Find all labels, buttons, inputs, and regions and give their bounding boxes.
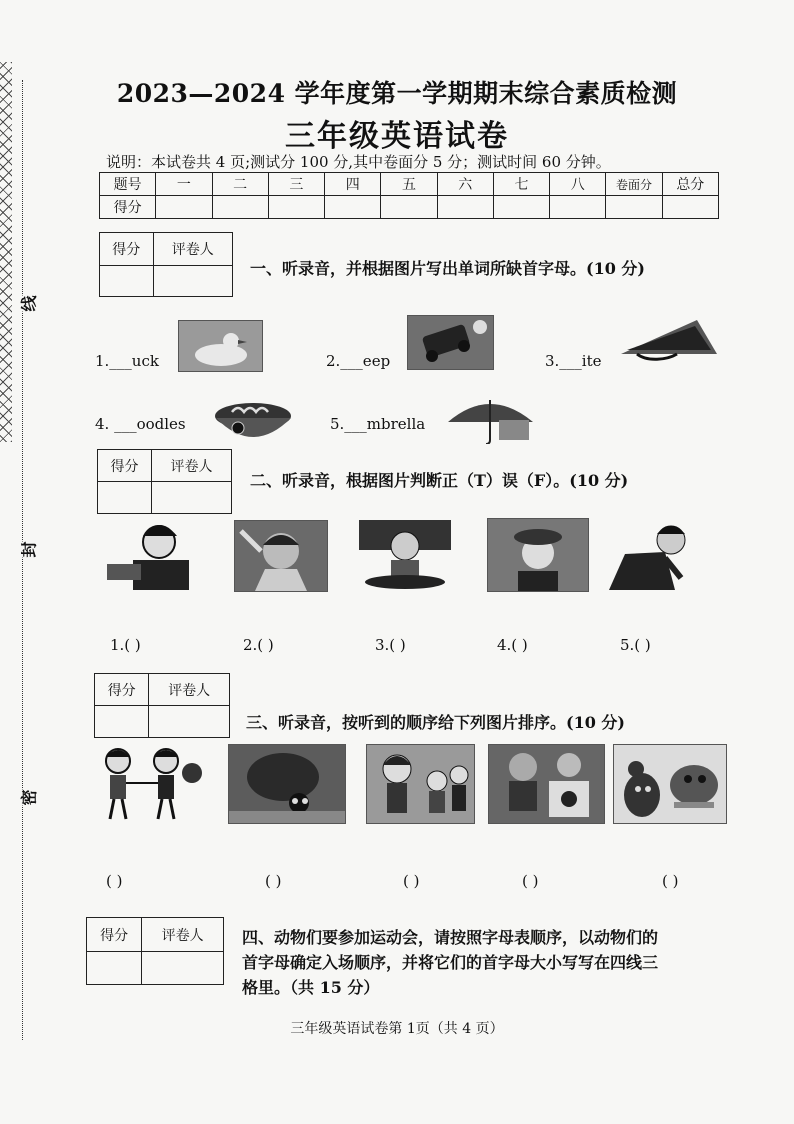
grader-box-1 (99, 232, 233, 297)
grader-name-label: 评卷人 (153, 233, 232, 266)
question-1-5: 5.___mbrella (330, 415, 426, 433)
grader-name-label: 评卷人 (142, 918, 224, 952)
binding-char-mi: 密 (15, 789, 42, 805)
grader-name-label: 评卷人 (149, 674, 230, 706)
score-table-cell: 七 (493, 173, 549, 196)
score-table-cell: 总分 (662, 173, 718, 196)
grader-score-label: 得分 (100, 233, 154, 266)
answer-3-1[interactable]: ( ) (106, 872, 123, 890)
score-input-cell[interactable] (662, 196, 718, 219)
score-table-cell: 六 (437, 173, 493, 196)
section-4-heading-line: 格里。（共 15 分） (242, 978, 380, 997)
picture-3-4 (488, 744, 605, 824)
score-input-cell[interactable] (325, 196, 381, 219)
score-table-score-row (100, 196, 719, 219)
score-input-cell[interactable] (268, 196, 324, 219)
score-table (99, 172, 719, 219)
grader-score-cell[interactable] (95, 706, 149, 738)
answer-2-4[interactable]: 4.( ) (497, 636, 528, 654)
picture-3-3 (366, 744, 475, 824)
answer-2-5[interactable]: 5.( ) (620, 636, 651, 654)
exam-description: 说明：本试卷共 4 页;测试分 100 分,其中卷面分 5 分；测试时间 60 分钟。 (106, 153, 611, 171)
grader-score-label: 得分 (98, 450, 152, 482)
score-table-cell: 卷面分 (606, 173, 662, 196)
picture-2-1 (103, 518, 203, 590)
exam-title: 2023—2024 学年度第一学期期末综合素质检测 (116, 79, 678, 108)
page-footer: 三年级英语试卷第 1页（共 4 页） (290, 1021, 504, 1037)
picture-2-5 (605, 518, 695, 590)
score-table-cell: 题号 (100, 173, 156, 196)
score-input-cell[interactable] (606, 196, 662, 219)
section-4-heading (242, 925, 658, 1000)
score-input-cell[interactable] (156, 196, 212, 219)
question-1-1: 1.___uck (95, 352, 159, 370)
grader-name-cell[interactable] (151, 482, 231, 514)
picture-3-2 (228, 744, 346, 824)
grader-name-label: 评卷人 (151, 450, 231, 482)
umbrella-picture (444, 396, 537, 444)
answer-3-3[interactable]: ( ) (403, 872, 420, 890)
section-4-heading-line: 四、动物们要参加运动会，请按照字母表顺序，以动物们的 (242, 928, 659, 947)
score-table-cell: 五 (381, 173, 437, 196)
answer-2-2[interactable]: 2.( ) (243, 636, 274, 654)
picture-2-3 (359, 520, 451, 590)
grader-score-cell[interactable] (87, 952, 142, 985)
grader-box-3 (94, 673, 230, 738)
binding-char-feng: 封 (15, 541, 42, 557)
grader-score-cell[interactable] (100, 266, 154, 297)
score-input-cell[interactable] (212, 196, 268, 219)
grader-name-cell[interactable] (142, 952, 224, 985)
section-2-heading: 二、听录音，根据图片判断正（T）误（F）。(10 分) (250, 471, 629, 490)
score-table-cell: 八 (550, 173, 606, 196)
score-input-cell[interactable] (550, 196, 606, 219)
duck-picture (178, 320, 263, 372)
score-table-cell: 三 (268, 173, 324, 196)
question-1-4: 4. ___oodles (95, 415, 186, 433)
grader-score-label: 得分 (87, 918, 142, 952)
picture-2-2 (234, 520, 328, 592)
kite-picture (617, 314, 720, 364)
section-1-heading: 一、听录音，并根据图片写出单词所缺首字母。(10 分) (250, 259, 645, 278)
section-4-heading-line: 首字母确定入场顺序，并将它们的首字母大小写写在四线三 (242, 953, 659, 972)
grader-score-cell[interactable] (98, 482, 152, 514)
noodles-picture (212, 398, 295, 446)
score-table-cell: 一 (156, 173, 212, 196)
score-table-cell: 四 (325, 173, 381, 196)
grader-box-4 (86, 917, 224, 985)
binding-char-xian: 线 (15, 295, 42, 311)
answer-3-2[interactable]: ( ) (265, 872, 282, 890)
grader-score-label: 得分 (95, 674, 149, 706)
score-table-cell: 得分 (100, 196, 156, 219)
score-input-cell[interactable] (493, 196, 549, 219)
answer-3-4[interactable]: ( ) (522, 872, 539, 890)
score-input-cell[interactable] (381, 196, 437, 219)
score-table-cell: 二 (212, 173, 268, 196)
answer-3-5[interactable]: ( ) (662, 872, 679, 890)
question-1-2: 2.___eep (326, 352, 391, 370)
grader-box-2 (97, 449, 232, 514)
question-1-3: 3.___ite (545, 352, 602, 370)
picture-3-1 (88, 745, 206, 821)
answer-2-3[interactable]: 3.( ) (375, 636, 406, 654)
grader-name-cell[interactable] (149, 706, 230, 738)
section-3-heading: 三、听录音，按听到的顺序给下列图片排序。(10 分) (246, 713, 625, 732)
jeep-picture (407, 315, 494, 370)
answer-2-1[interactable]: 1.( ) (110, 636, 141, 654)
score-table-header-row (100, 173, 719, 196)
grader-name-cell[interactable] (153, 266, 232, 297)
exam-subtitle: 三年级英语试卷 (285, 119, 509, 154)
picture-3-5 (613, 744, 727, 824)
binding-dotted-line (22, 80, 23, 1040)
picture-2-4 (487, 518, 589, 592)
score-input-cell[interactable] (437, 196, 493, 219)
